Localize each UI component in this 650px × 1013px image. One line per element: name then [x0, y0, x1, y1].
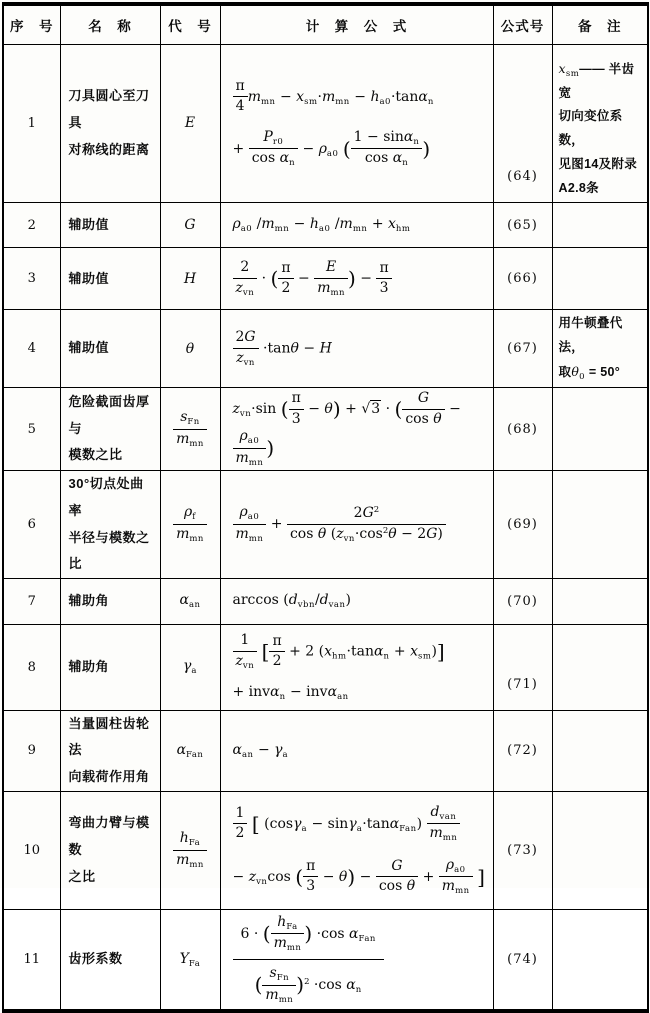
formula-table: [2, 2, 649, 1013]
row-number: 8: [3, 624, 60, 710]
symbol-cell: $Y_{Fa}$: [160, 909, 220, 1011]
name-cell: 辅助值: [60, 248, 160, 310]
table-row: [3, 248, 648, 310]
name-cell: 辅助角: [60, 578, 160, 624]
remark-cell: [552, 471, 648, 579]
name-cell: 刀具圆心至刀具 对称线的距离: [60, 44, 160, 203]
symbol-cell: E: [160, 44, 220, 203]
table-row: [3, 388, 648, 471]
remark-cell: [552, 388, 648, 471]
remark-cell: [552, 624, 648, 710]
formula-number-cell: (71): [493, 624, 552, 710]
remark-cell: [552, 710, 648, 791]
symbol-cell: $h_{Fa}$ $m_{mn}$: [160, 791, 220, 909]
header-symbol: 代 号: [160, 4, 220, 44]
symbol-cell: $\alpha_{Fan}$: [160, 710, 220, 791]
formula-number-cell: (74): [493, 909, 552, 1011]
formula-cell: 2G $z_{vn}$ ·tanθ − H: [220, 310, 493, 388]
formula-cell: $z_{vn}\cdot\sin$ ( $\frac{\pi}{3}$ − θ) + √3 · ( $\frac{G}{\text{cos θ}}$ − $\rho_{a0}$ $m_{mn}$ ): [220, 388, 493, 471]
symbol-cell: $\gamma_a$: [160, 624, 220, 710]
name-cell: 辅助值: [60, 203, 160, 248]
name-cell: 当量圆柱齿轮法 向载荷作用角: [60, 710, 160, 791]
row-number: 10: [3, 791, 60, 909]
remark-cell: [552, 248, 648, 310]
header-name: 名 称: [60, 4, 160, 44]
formula-number-cell: (65): [493, 203, 552, 248]
row-number: 5: [3, 388, 60, 471]
row-number: 11: [3, 909, 60, 1011]
table-row: [3, 909, 648, 1011]
symbol-cell: θ: [160, 310, 220, 388]
row-number: 2: [3, 203, 60, 248]
formula-cell: $\arccos (d_{vbn}/d_{van})$: [220, 578, 493, 624]
name-cell: 辅助角: [60, 624, 160, 710]
remark-cell: [552, 791, 648, 909]
remark-cell: $x_{sm}——$ 半齿宽 切向变位系数， 见图14及附录 A2.8条: [552, 44, 648, 203]
table-row: [3, 471, 648, 579]
table-row: [3, 624, 648, 710]
remark-cell: [552, 578, 648, 624]
symbol-cell: $s_{Fn}$ $m_{mn}$: [160, 388, 220, 471]
remark-cell: [552, 909, 648, 1011]
symbol-cell: $\rho_f$ $m_{mn}$: [160, 471, 220, 579]
symbol-cell: $\alpha_{an}$: [160, 578, 220, 624]
header-serial: 序 号: [3, 4, 60, 44]
header-remark: 备 注: [552, 4, 648, 44]
row-number: 1: [3, 44, 60, 203]
header-formula: 计 算 公 式: [220, 4, 493, 44]
name-cell: 危险截面齿厚与 模数之比: [60, 388, 160, 471]
table-row: [3, 44, 648, 203]
row-number: 3: [3, 248, 60, 310]
formula-number-cell: (66): [493, 248, 552, 310]
formula-cell: $\alpha_{an} - \gamma_a$: [220, 710, 493, 791]
table-row: [3, 203, 648, 248]
table-row: [3, 791, 648, 909]
row-number: 4: [3, 310, 60, 388]
table-row: [3, 710, 648, 791]
header-row: [3, 4, 648, 44]
remark-cell: [552, 203, 648, 248]
formula-number-cell: (68): [493, 388, 552, 471]
name-cell: 齿形系数: [60, 909, 160, 1011]
remark-cell: 用牛顿叠代法， 取$\theta_0 = 50^\circ$: [552, 310, 648, 388]
table-row: [3, 310, 648, 388]
row-number: 6: [3, 471, 60, 579]
name-cell: 弯曲力臂与模数 之比: [60, 791, 160, 909]
name-cell: 30°切点处曲率 半径与模数之比: [60, 471, 160, 579]
formula-cell: $\frac{1}{2}$ [ (cosγ$_a$ − sinγ$_a$·tanα$_{Fan}$) $d_{van}$ $m_{mn}$ − $z_{vn}\cos$ ( $\frac{\pi}{3}$ − θ) − $\frac{G}{\text{cos θ}}$ + $\rho_{a0}$ $m_{mn}$ ]: [220, 791, 493, 909]
symbol-cell: H: [160, 248, 220, 310]
row-number: 7: [3, 578, 60, 624]
formula-number-cell: (69): [493, 471, 552, 579]
name-cell: 辅助值: [60, 310, 160, 388]
formula-number-cell: (67): [493, 310, 552, 388]
formula-number-cell: (72): [493, 710, 552, 791]
formula-number-cell: (64): [493, 44, 552, 203]
header-formula-number: 公式号: [493, 4, 552, 44]
formula-cell: 2 $z_{vn}$ · ( $\frac{\pi}{2}$ − E $m_{mn}$ ) − $\frac{\pi}{3}$: [220, 248, 493, 310]
symbol-cell: G: [160, 203, 220, 248]
formula-number-cell: (70): [493, 578, 552, 624]
row-number: 9: [3, 710, 60, 791]
formula-cell: $\frac{\pi}{4}$ $m_{mn} - x_{sm}\cdot m_{mn} - h_{a0}\cdot\tan\alpha_n$ + $\frac{P_{r0}}{\cos \alpha_n}$ − $\rho_{a0}$ ( $\frac{1 - \sin\alpha_n}{\cos \alpha_n}$ ): [220, 44, 493, 203]
formula-cell: 1 $z_{vn}$ [ $\frac{\pi}{2}$ + 2 $(x_{hm}\cdot\tan\alpha_n + x_{sm})$] + invα$_n$ − invα$_{an}$: [220, 624, 493, 710]
formula-number-cell: (73): [493, 791, 552, 909]
formula-cell: $\rho_{a0}$ $/m_{mn} - h_{a0}$ $/m_{mn} + x_{hm}$: [220, 203, 493, 248]
formula-cell: $\rho_{a0}$ $m_{mn}$ + $2G^2$ cos θ $(z_{vn}\cdot\cos^2\theta - 2G)$: [220, 471, 493, 579]
table-row: [3, 578, 648, 624]
formula-cell: 6 · ( $h_{Fa}$ $m_{mn}$ ) ·cos $\alpha_{Fan}$ ( $s_{Fn}$ $m_{mn}$ )$^2$ ·cos $\alpha_n$: [220, 909, 493, 1011]
